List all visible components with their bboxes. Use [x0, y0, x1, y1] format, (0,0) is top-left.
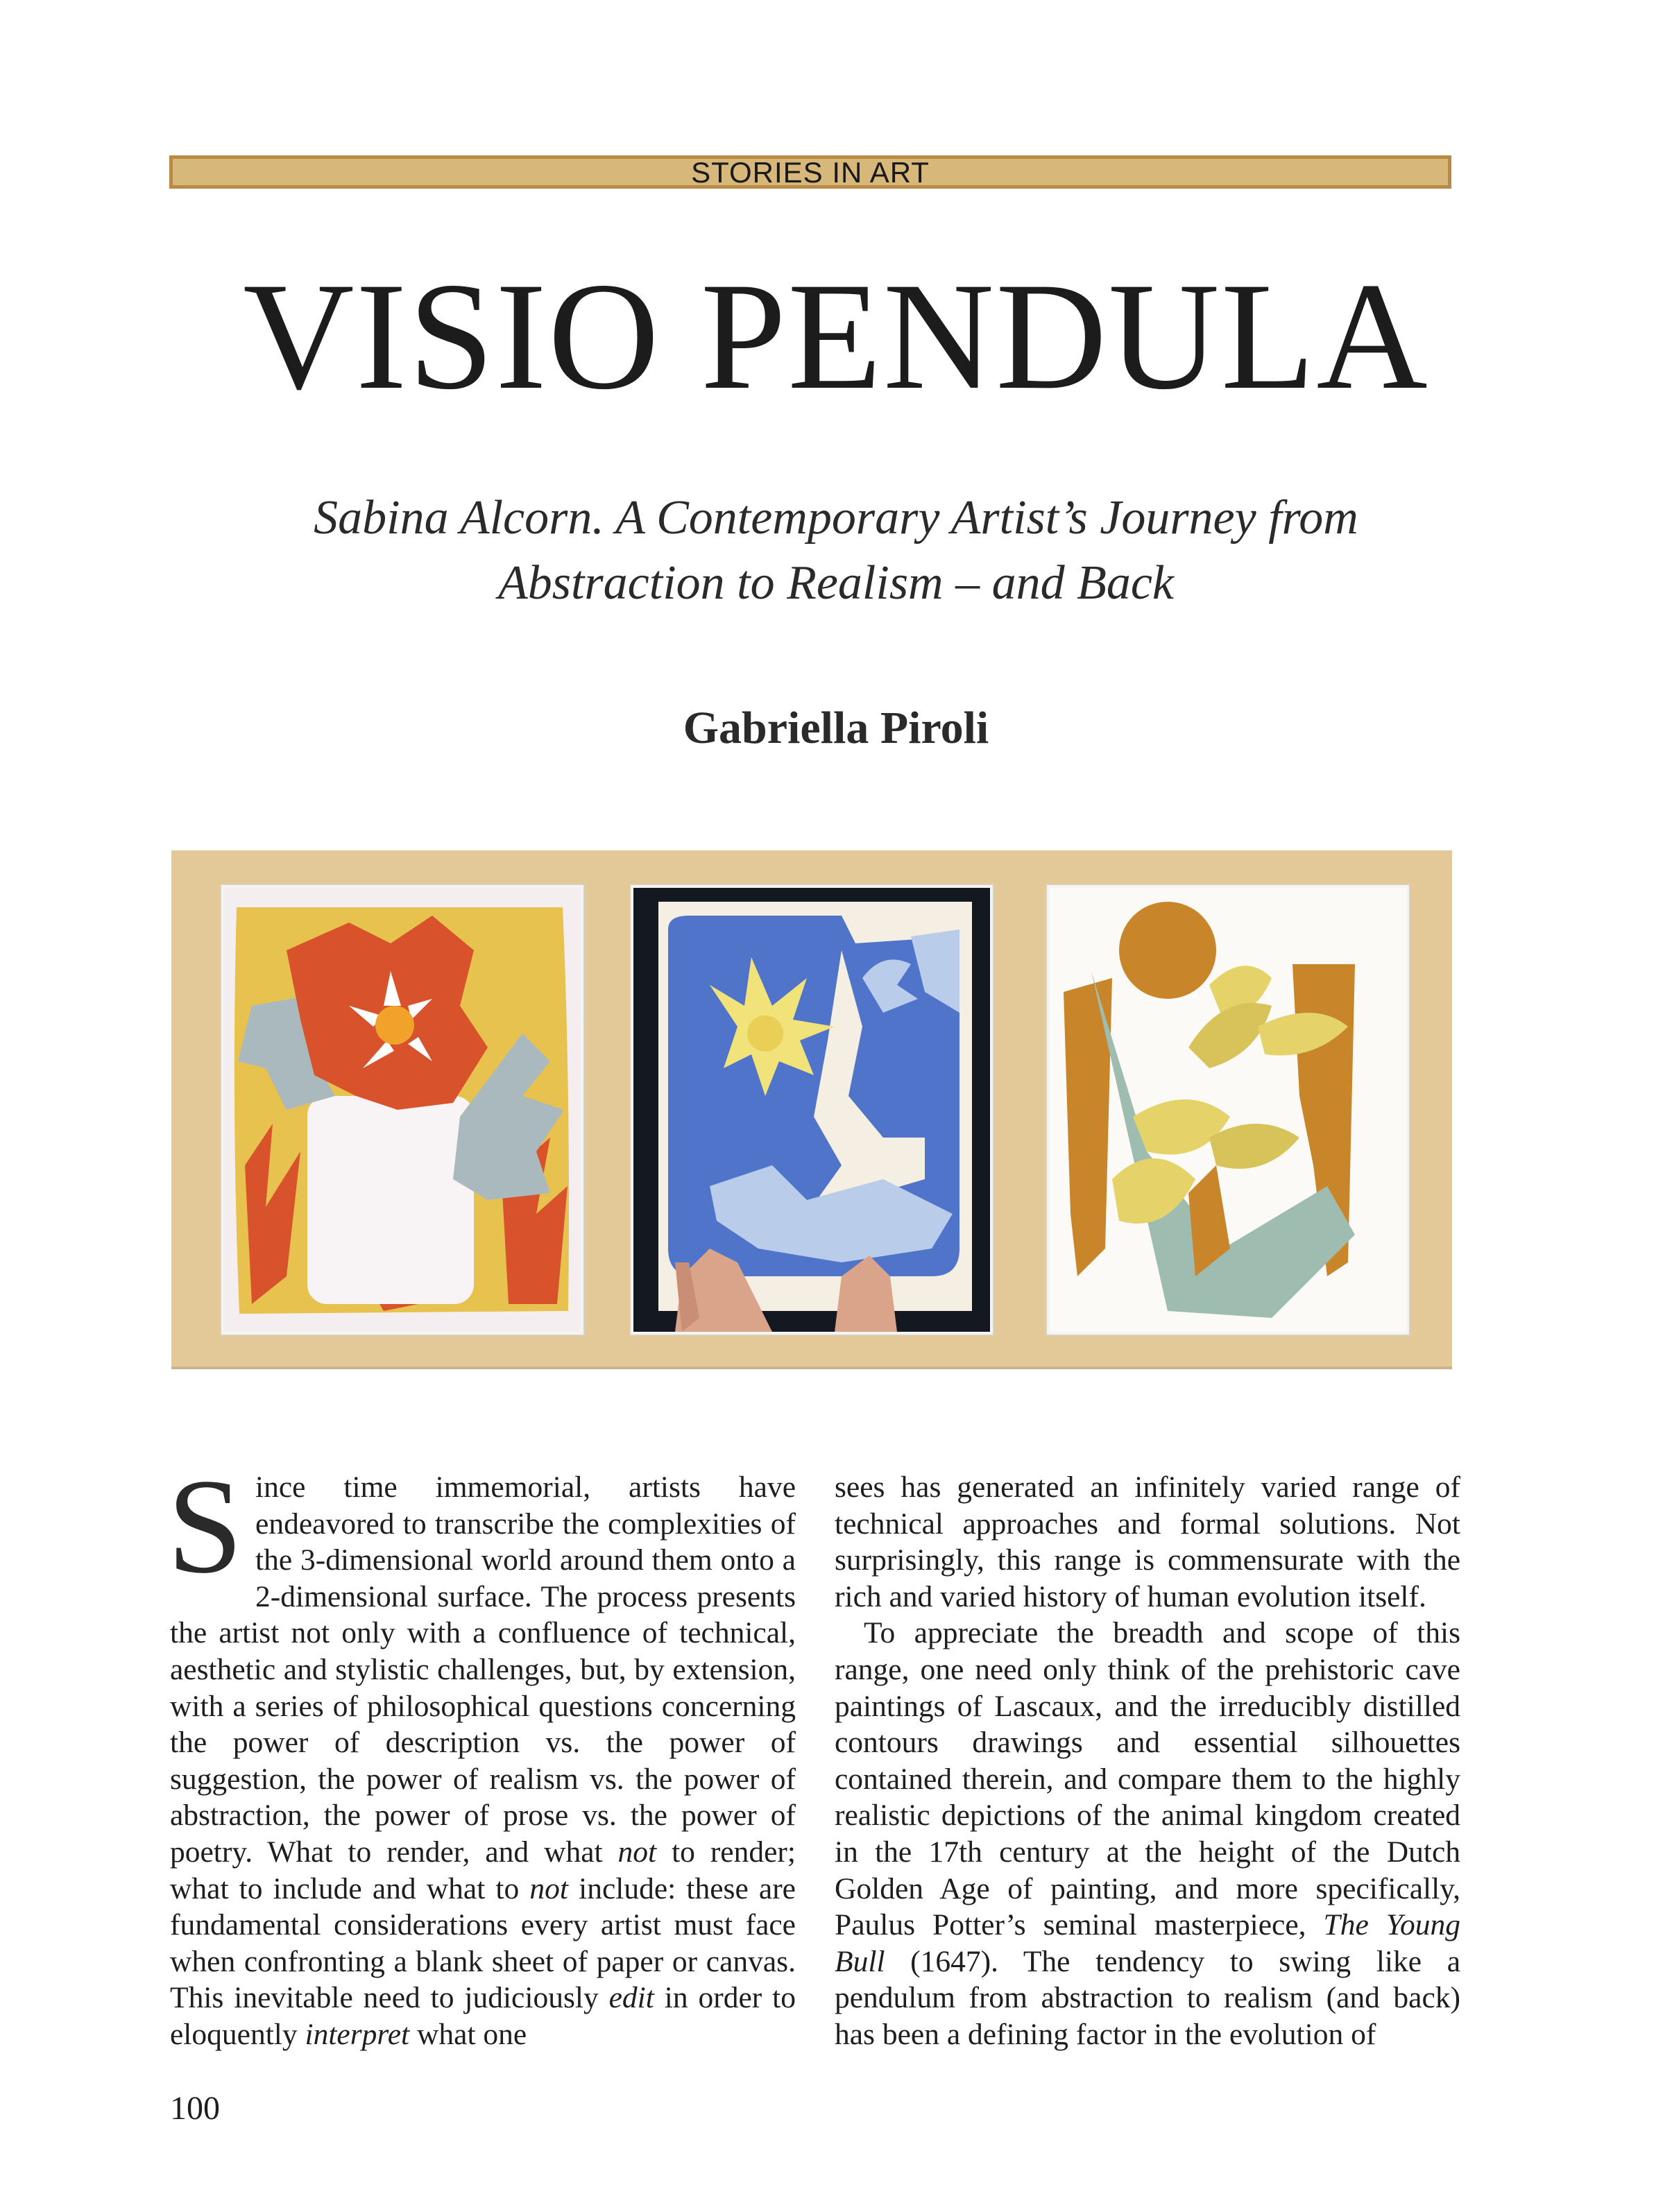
second-paragraph: [835, 1615, 1460, 2052]
paragraph-text: to render; what to include and what to: [170, 1835, 796, 1905]
yellow-leaves-cutout-icon: [1050, 888, 1406, 1332]
heron-and-lily-cutout-icon: [633, 888, 990, 1332]
artwork-floral-collage: [221, 885, 583, 1335]
subtitle-line-2: Abstraction to Realism – and Back: [497, 556, 1175, 610]
section-label: STORIES IN ART: [691, 156, 930, 189]
artwork-panel: [171, 850, 1452, 1366]
paragraph-text: in order to eloquently: [170, 1981, 796, 2051]
drop-cap: S: [167, 1451, 244, 1602]
subtitle-line-1: Sabina Alcorn. A Contemporary Artist’s Journey from: [314, 491, 1358, 545]
paragraph-text: include: these are fundamental considerations every artist must face when confronting a blank sheet of paper or canvas. This inevitable need to judiciously: [170, 1871, 796, 2015]
page-number: 100: [170, 2090, 220, 2127]
paragraph-text: what one: [409, 2017, 527, 2051]
continued-paragraph: sees has generated an infinitely varied range of technical approaches and formal solutions. Not surprisingly, this range is commensurate with the rich and varied history of human evolution itself.: [835, 1471, 1460, 1613]
emphasis: not: [617, 1835, 657, 1869]
floral-cutout-collage-icon: [224, 888, 581, 1332]
emphasis: interpret: [305, 2017, 410, 2051]
section-header-bar: [169, 155, 1451, 189]
opening-paragraph: [167, 1451, 796, 2053]
paragraph-text: To appreciate the breadth and scope of this range, one need only think of the prehistoric cave paintings of Lascaux, and the irreducibly distilled contours drawings and essential silhouettes contained therein, and compare them to the highly realistic depictions of the animal kingdom created in the 17th century at the height of the Dutch Golden Age of painting, and more specifically, Paulus Potter’s seminal masterpiece,: [835, 1616, 1460, 1942]
emphasis: edit: [608, 1981, 654, 2015]
article-subtitle: [0, 486, 1672, 616]
artwork-leaves-collage: [1047, 885, 1409, 1335]
author-byline: Gabriella Piroli: [683, 703, 989, 753]
body-column-left: [167, 1451, 796, 2053]
paragraph-text: (1647). The tendency to swing like a pendulum from abstraction to realism (and back) has been a defining factor in the evolution of: [835, 1944, 1460, 2051]
paragraph-text: ince time immemorial, artists have endeavored to transcribe the complexities of the 3-dimensional world around them onto a 2-dimensional surface. The process presents the artist not only with a confluence of technical, aesthetic and stylistic challenges, but, by extension, with a series of philosophical questions concerning the power of description vs. the power of suggestion, the power of realism vs. the power of abstraction, the power of prose vs. the power of poetry. What to render, and what: [170, 1471, 796, 1869]
body-column-right: [835, 1469, 1460, 2053]
artwork-title-emphasis: The Young Bull: [835, 1908, 1461, 1978]
artwork-heron-collage: [631, 885, 993, 1335]
emphasis: not: [529, 1871, 568, 1905]
article-title: VISIO PENDULA: [243, 251, 1429, 422]
